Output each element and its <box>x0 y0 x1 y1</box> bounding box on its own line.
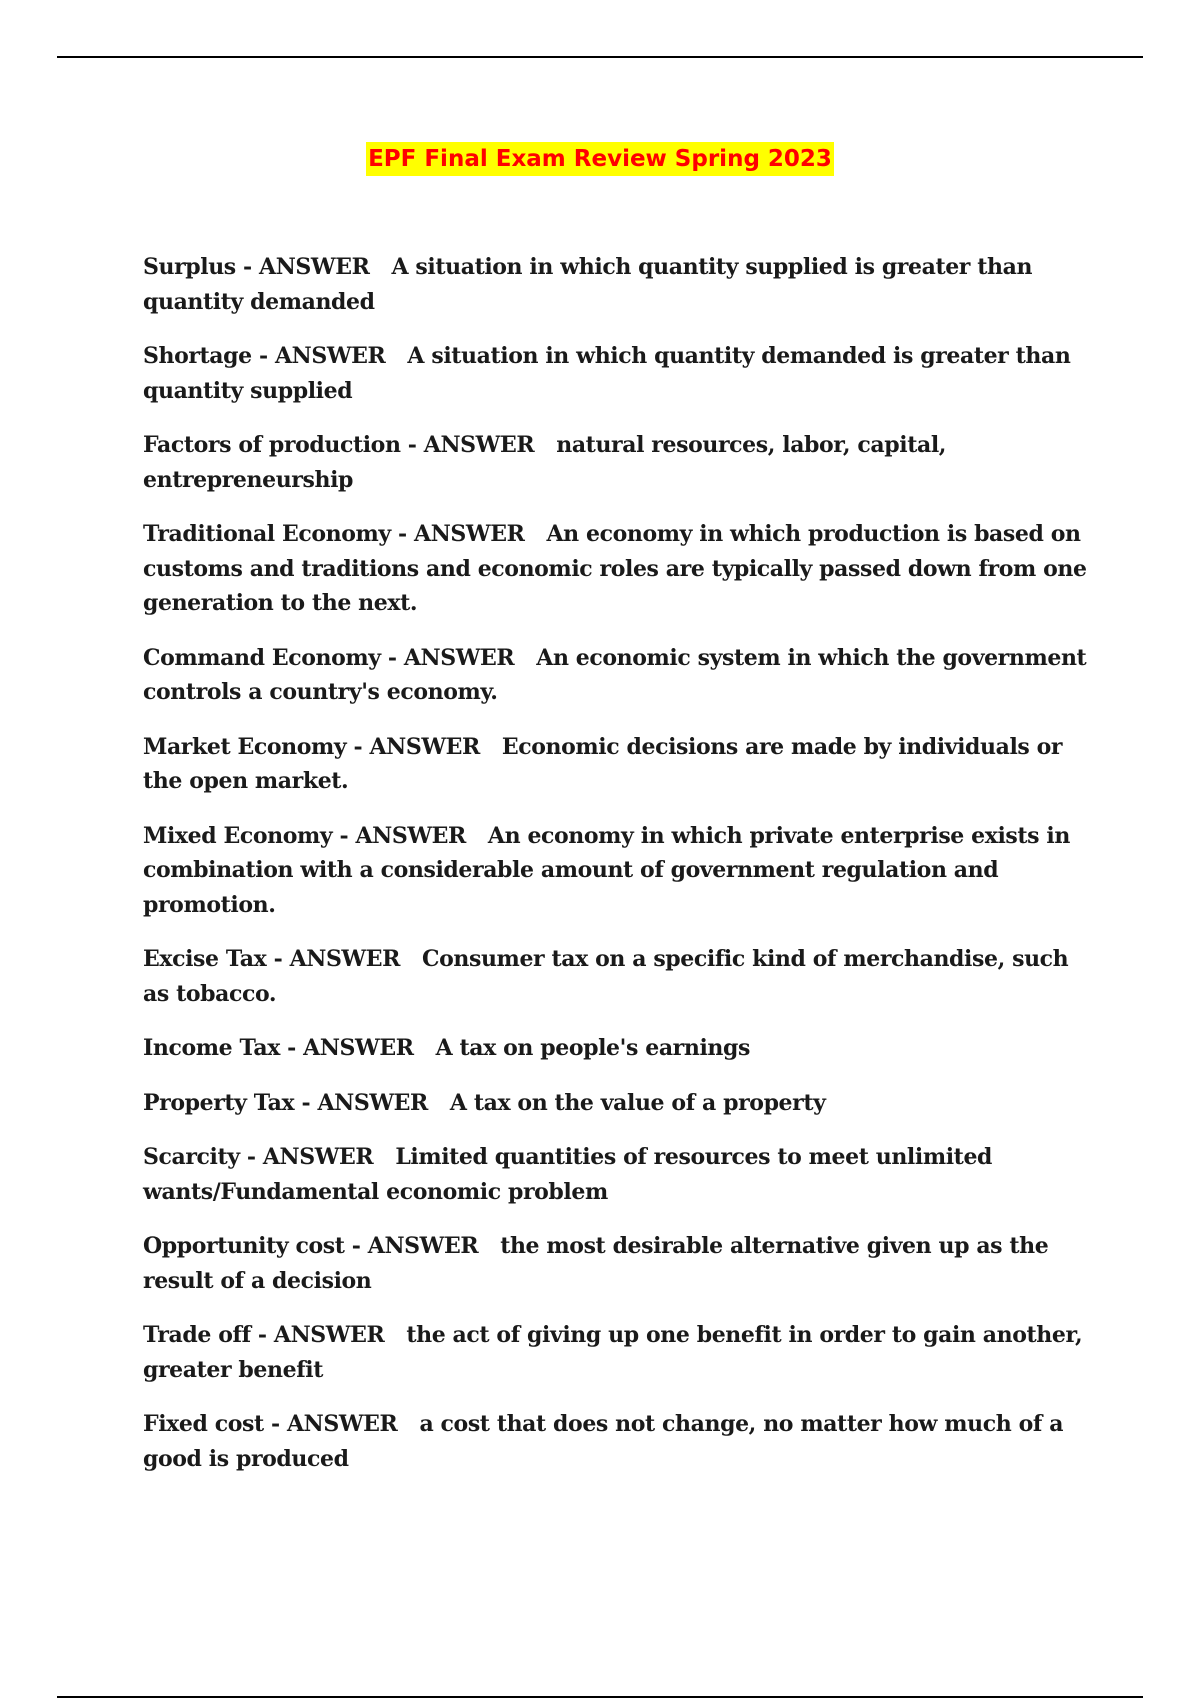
term-entry <box>143 819 1098 923</box>
term-entry <box>143 1318 1098 1387</box>
term-label: Fixed cost - ANSWER <box>143 1411 398 1437</box>
term-entry <box>143 1407 1098 1476</box>
term-label: Mixed Economy - ANSWER <box>143 822 466 849</box>
term-definition: Consumer tax on a specific kind of merchandise, such as tobacco. <box>143 946 1069 1007</box>
term-definition: the most desirable alternative given up as the result of a decision <box>143 1233 1049 1294</box>
term-definition: An economy in which production is based on customs and traditions and economic roles are typically passed down from one generation to the next. <box>143 521 1087 616</box>
term-list <box>143 250 1098 1496</box>
term-entry <box>143 730 1098 799</box>
term-definition: Economic decisions are made by individuals or the open market. <box>143 733 1063 794</box>
term-label: Trade off - ANSWER <box>143 1322 385 1348</box>
term-label: Opportunity cost - ANSWER <box>143 1233 479 1259</box>
term-label: Shortage - ANSWER <box>143 343 386 369</box>
term-definition: A tax on people's earnings <box>435 1035 750 1061</box>
term-definition: A situation in which quantity supplied is greater than quantity demanded <box>143 254 1033 315</box>
document-title: EPF Final Exam Review Spring 2023 <box>366 142 834 176</box>
header-rule <box>57 56 1143 58</box>
term-label: Scarcity - ANSWER <box>143 1144 374 1170</box>
term-label: Excise Tax - ANSWER <box>143 946 400 972</box>
term-label: Surplus - ANSWER <box>143 254 370 280</box>
term-label: Market Economy - ANSWER <box>143 733 480 760</box>
term-entry <box>143 1229 1098 1298</box>
term-definition: A situation in which quantity demanded is greater than quantity supplied <box>143 343 1071 404</box>
term-entry <box>143 1140 1098 1209</box>
term-label: Income Tax - ANSWER <box>143 1035 414 1061</box>
term-definition: Limited quantities of resources to meet unlimited wants/Fundamental economic problem <box>143 1144 993 1205</box>
term-definition: a cost that does not change, no matter how much of a good is produced <box>143 1411 1064 1472</box>
term-definition: the act of giving up one benefit in order to gain another, greater benefit <box>143 1322 1083 1383</box>
term-label: Traditional Economy - ANSWER <box>143 521 525 547</box>
footer-rule <box>57 1696 1143 1698</box>
term-label: Property Tax - ANSWER <box>143 1089 428 1116</box>
term-entry <box>143 942 1098 1011</box>
term-label: Command Economy - ANSWER <box>143 644 515 671</box>
term-entry <box>143 517 1098 621</box>
term-label: Factors of production - ANSWER <box>143 432 535 458</box>
term-definition: An economic system in which the government controls a country's economy. <box>143 644 1087 705</box>
term-definition: An economy in which private enterprise exists in combination with a considerable amount of government regulation and promotion. <box>143 822 1070 918</box>
term-definition: natural resources, labor, capital, entrepreneurship <box>143 432 947 493</box>
term-definition: A tax on the value of a property <box>449 1089 826 1116</box>
term-entry <box>143 250 1098 319</box>
title-container <box>0 142 1200 176</box>
term-entry <box>143 339 1098 408</box>
term-entry <box>143 1086 1098 1121</box>
term-entry <box>143 428 1098 497</box>
term-entry <box>143 641 1098 710</box>
term-entry <box>143 1031 1098 1066</box>
